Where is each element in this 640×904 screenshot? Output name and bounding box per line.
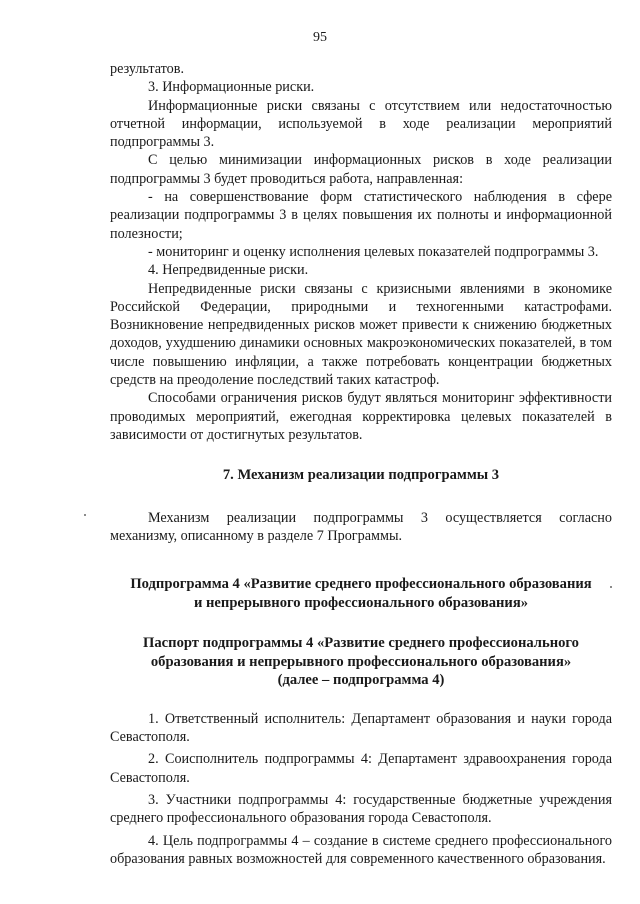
subprogram-4-title-line-1: Подпрограмма 4 «Развитие среднего профессионального образования — [130, 576, 592, 593]
section-7-text: Механизм реализации подпрограммы 3 осуществляется согласно механизму, описанному в разделе 7 Программы. — [110, 509, 612, 545]
passport-item-1: 1. Ответственный исполнитель: Департамент образования и науки города Севастополя. — [110, 710, 612, 746]
paragraph-risk-limitation: Способами ограничения рисков будут являться мониторинг эффективности проводимых мероприятий, ежегодная корректировка целевых показателей в зависимости от достигнутых результатов. — [110, 390, 612, 443]
page-body — [110, 60, 612, 868]
list-item-forms: - на совершенствование форм статистического наблюдения в сфере реализации подпрограммы 3 в целях повышения их полноты и информационной полезности; — [110, 189, 612, 242]
paragraph-unforeseen-heading: 4. Непредвиденные риски. — [148, 262, 309, 279]
passport-title-line-3: (далее – подпрограмма 4) — [277, 672, 445, 689]
passport-item-2: 2. Соисполнитель подпрограммы 4: Департамент здравоохранения города Севастополя. — [110, 751, 612, 786]
section-7-heading: 7. Механизм реализации подпрограммы 3 — [222, 467, 500, 484]
page-number: 95 — [313, 30, 327, 45]
passport-title-line-2: образования и непрерывного профессионального образования» — [150, 653, 572, 670]
paragraph-minimization: С целью минимизации информационных рисков в ходе реализации подпрограммы 3 будет проводиться работа, направленная: — [110, 152, 612, 187]
paragraph-info-risks-heading: 3. Информационные риски. — [148, 79, 315, 96]
passport-item-3: 3. Участники подпрограммы 4: государственные бюджетные учреждения среднего профессионального образования города Севастополя. — [110, 792, 612, 827]
paragraph-results: результатов. — [110, 61, 185, 77]
passport-item-4: 4. Цель подпрограммы 4 – создание в системе среднего профессионального образования равных возможностей для современного качественного образования. — [110, 832, 612, 867]
subprogram-4-title-line-2: и непрерывного профессионального образования» — [193, 594, 529, 611]
list-item-monitoring: - мониторинг и оценку исполнения целевых показателей подпрограммы 3. — [148, 243, 599, 260]
paragraph-info-risks: Информационные риски связаны с отсутствием или недостаточностью отчетной информации, используемой в ходе реализации мероприятий подпрограммы 3. — [110, 97, 612, 151]
scan-speck — [84, 514, 86, 516]
passport-title-line-1: Паспорт подпрограммы 4 «Развитие среднего профессионального — [143, 635, 579, 652]
scan-speck — [610, 586, 612, 588]
paragraph-unforeseen-risks: Непредвиденные риски связаны с кризисными явлениями в экономике Российской Федерации, природными и техногенными катастрофами. Возникновение непредвиденных рисков может привести к снижению бюджетных доходов, ухудшению динамики основных макроэкономических показателей, в том числе повышению инфляции, а также потребовать концентрации бюджетных средств на преодоление последствий таких катастроф. — [110, 280, 612, 389]
